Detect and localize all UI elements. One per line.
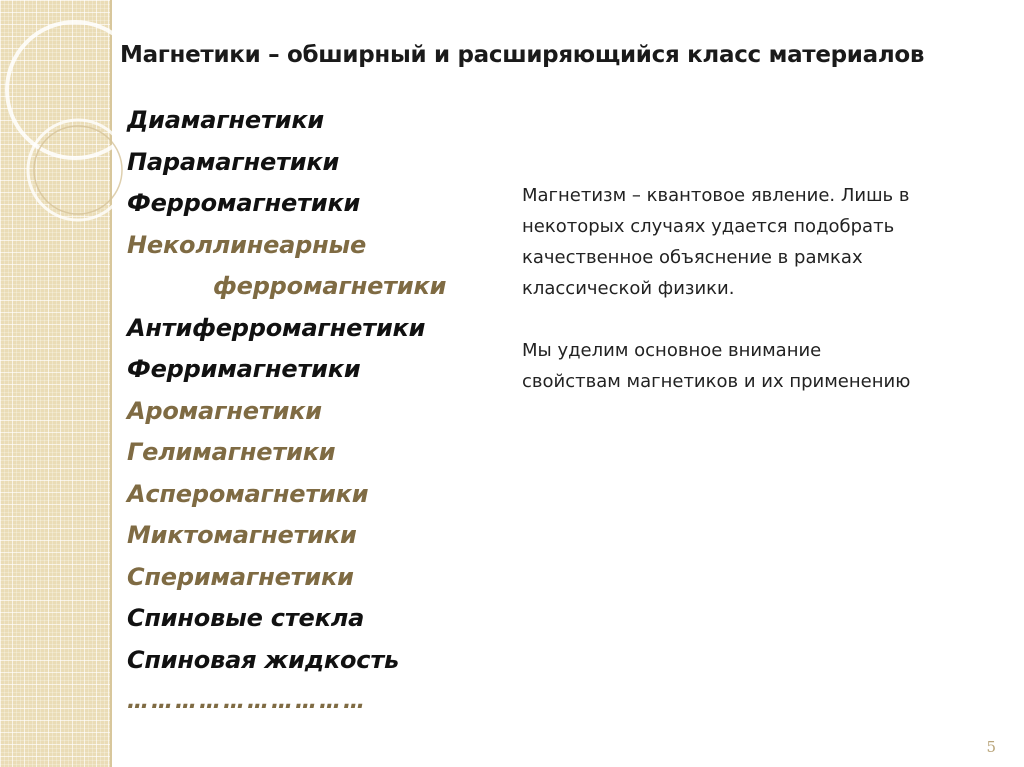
list-item-mictomagnetics: Миктомагнетики <box>127 521 357 549</box>
paragraph-line: свойствам магнетиков и их применению <box>522 371 911 392</box>
paragraph-focus <box>522 335 1002 397</box>
list-item-ferromagnetics: Ферромагнетики <box>127 189 361 217</box>
list-item-paramagnetics: Парамагнетики <box>127 147 340 176</box>
paragraph-quantum <box>522 180 1002 304</box>
materials-list <box>127 100 446 723</box>
slide-title: Магнетики – обширный и расширяющийся класс материалов <box>120 42 925 68</box>
list-item-asperomagnetics: Асперомагнетики <box>127 479 369 508</box>
paragraph-line: качественное объяснение в рамках <box>522 247 863 268</box>
decorative-ring-small <box>28 120 128 220</box>
list-item-spin-glasses: Спиновые стекла <box>127 604 365 632</box>
list-item-helimagnetics: Гелимагнетики <box>127 438 336 466</box>
paragraph-line: некоторых случаях удается подобрать <box>522 216 895 237</box>
list-item-noncollinear-continuation: ферромагнетики <box>213 272 447 300</box>
page-number: 5 <box>986 738 996 756</box>
decorative-rings <box>0 0 130 240</box>
list-item-ferrimagnetics: Ферримагнетики <box>127 355 361 383</box>
list-item-ellipsis: ………………………… <box>127 689 367 714</box>
list-item-sperimagnetics: Сперимагнетики <box>127 562 354 591</box>
decorative-ring-inner <box>34 126 122 214</box>
explanation-text <box>522 180 1002 397</box>
list-item-antiferromagnetics: Антиферромагнетики <box>127 313 426 342</box>
paragraph-line: Мы уделим основное внимание <box>522 340 822 361</box>
list-item-aromagnetics: Аромагнетики <box>127 396 322 425</box>
list-item-diamagnetics: Диамагнетики <box>127 106 325 134</box>
list-item-noncollinear: Неколлинеарные <box>127 230 367 259</box>
paragraph-line: Магнетизм – квантовое явление. Лишь в <box>522 185 910 206</box>
list-item-spin-liquid: Спиновая жидкость <box>127 645 400 674</box>
decorative-ring-large <box>7 22 130 158</box>
paragraph-line: классической физики. <box>522 278 735 299</box>
